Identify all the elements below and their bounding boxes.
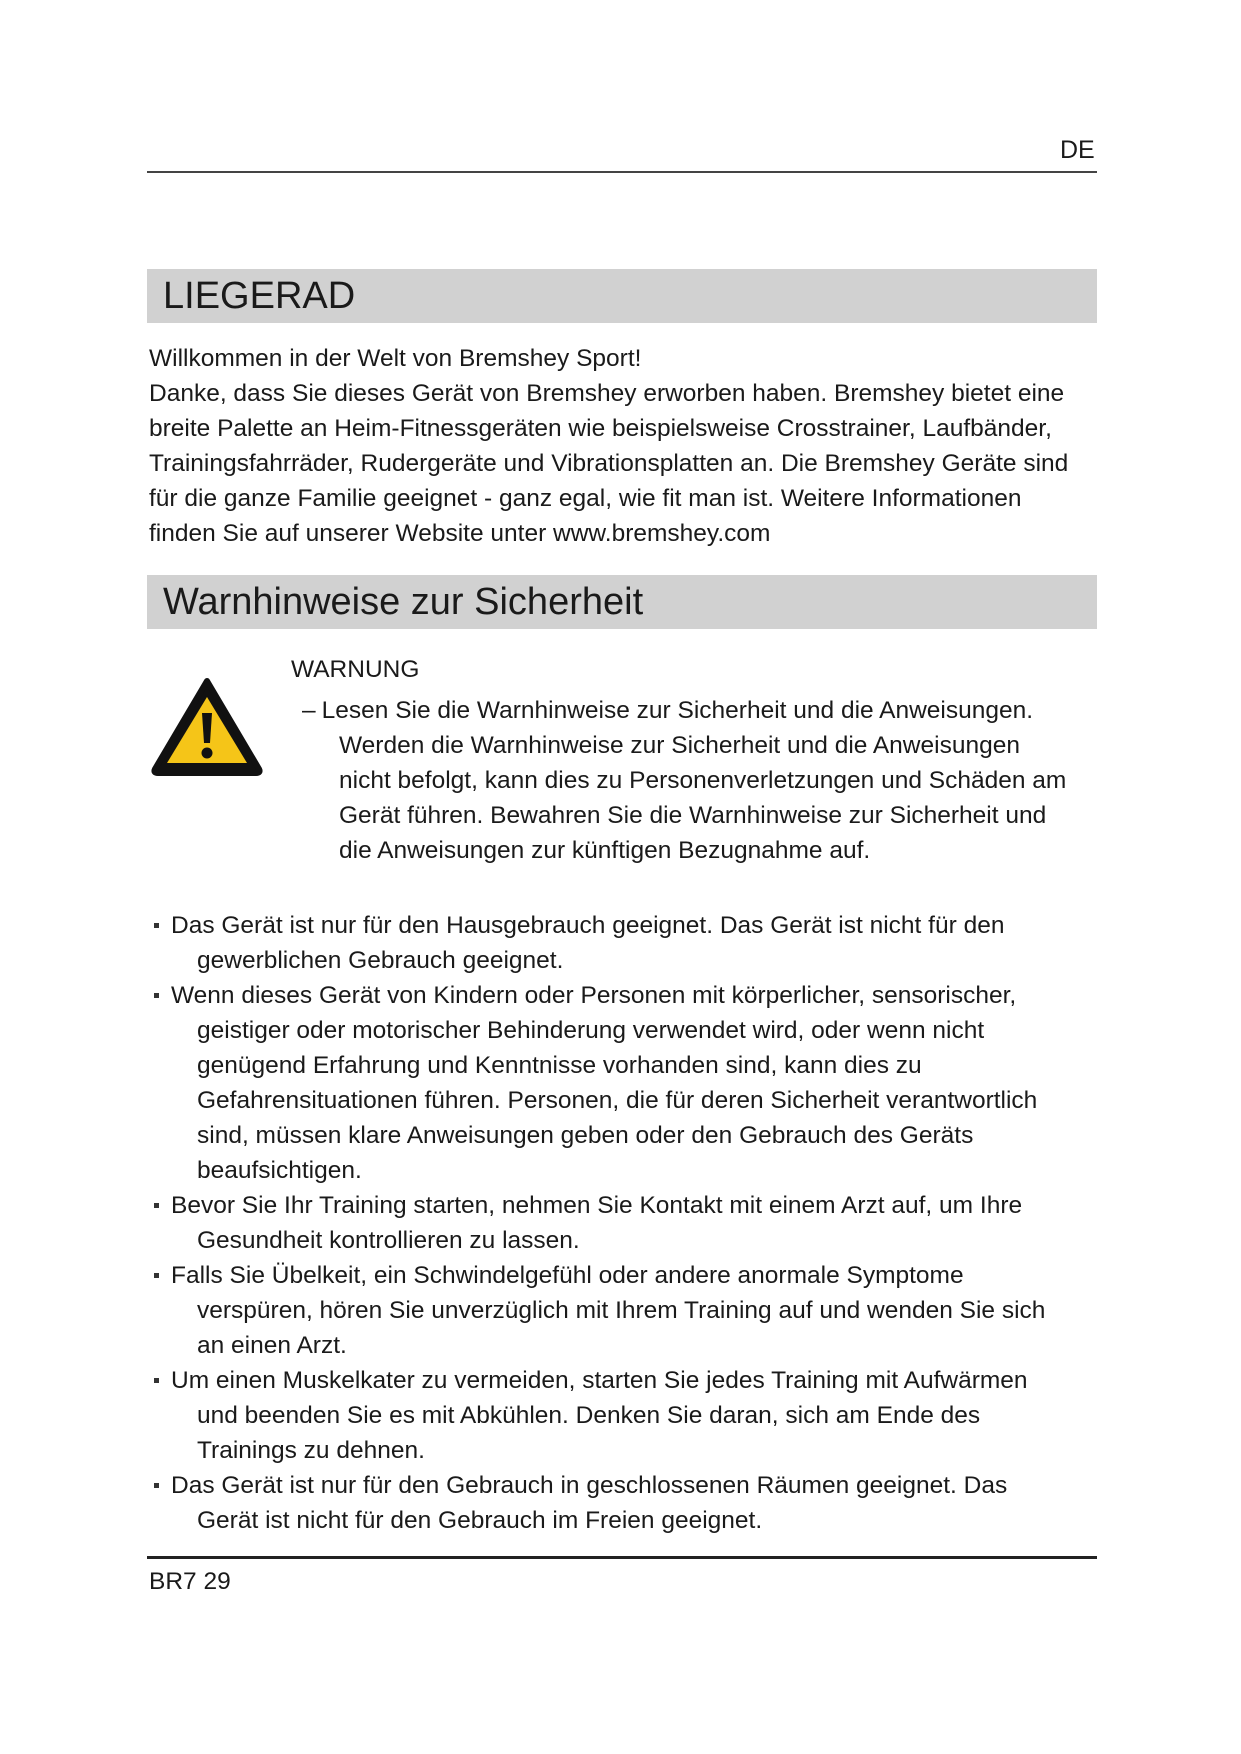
bullet-first-line: Falls Sie Übelkeit, ein Schwindelgefühl oder andere anormale Symptome (171, 1262, 964, 1289)
intro-line: breite Palette an Heim-Fitnessgeräten wie beispielsweise Crosstrainer, Laufbänder, (149, 415, 1052, 442)
bullet-first-line: Wenn dieses Gerät von Kindern oder Personen mit körperlicher, sensorischer, (171, 982, 1017, 1009)
warning-line: Lesen Sie die Warnhinweise zur Sicherheit und die Anweisungen. (321, 697, 1034, 724)
bullet-line: gewerblichen Gebrauch geeignet. (197, 947, 564, 974)
warning-dash: – (302, 697, 316, 724)
list-item (149, 1468, 1109, 1538)
language-code: DE (1060, 136, 1095, 164)
list-item (149, 908, 1109, 978)
warning-label: WARNUNG (291, 656, 420, 683)
bullet-square-icon (154, 1483, 159, 1488)
warning-line: die Anweisungen zur künftigen Bezugnahme auf. (339, 837, 871, 864)
bullet-line: Gerät ist nicht für den Gebrauch im Freien geeignet. (197, 1507, 763, 1534)
intro-line: für die ganze Familie geeignet - ganz egal, wie fit man ist. Weitere Informationen (149, 485, 1022, 512)
section-title-safety: Warnhinweise zur Sicherheit (147, 575, 1097, 629)
section-title-liegerad: LIEGERAD (147, 269, 1097, 323)
list-item (149, 1363, 1109, 1468)
bullet-first-line: Das Gerät ist nur für den Hausgebrauch geeignet. Das Gerät ist nicht für den (171, 912, 1005, 939)
list-item (149, 1188, 1109, 1258)
bullet-line: verspüren, hören Sie unverzüglich mit Ihrem Training auf und wenden Sie sich (197, 1297, 1046, 1324)
safety-bullet-list (149, 908, 1109, 1538)
bullet-line: sind, müssen klare Anweisungen geben oder den Gebrauch des Geräts (197, 1122, 974, 1149)
list-item (149, 978, 1109, 1188)
header-rule (147, 171, 1097, 173)
bullet-line: Gefahrensituationen führen. Personen, die für deren Sicherheit verantwortlich (197, 1087, 1038, 1114)
intro-line: Trainingsfahrräder, Rudergeräte und Vibrationsplatten an. Die Bremshey Geräte sind (149, 450, 1069, 477)
bullet-square-icon (154, 1203, 159, 1208)
bullet-line: und beenden Sie es mit Abkühlen. Denken Sie daran, sich am Ende des (197, 1402, 981, 1429)
warning-line: Gerät führen. Bewahren Sie die Warnhinweise zur Sicherheit und (339, 802, 1047, 829)
bullet-line: Gesundheit kontrollieren zu lassen. (197, 1227, 580, 1254)
bullet-line: beaufsichtigen. (197, 1157, 362, 1184)
bullet-square-icon (154, 1378, 159, 1383)
intro-line: Danke, dass Sie dieses Gerät von Bremshey erworben haben. Bremshey bietet eine (149, 380, 1065, 407)
bullet-first-line: Um einen Muskelkater zu vermeiden, starten Sie jedes Training mit Aufwärmen (171, 1367, 1028, 1394)
warning-line: nicht befolgt, kann dies zu Personenverletzungen und Schäden am (339, 767, 1067, 794)
bullet-line: geistiger oder motorischer Behinderung verwendet wird, oder wenn nicht (197, 1017, 985, 1044)
intro-line: finden Sie auf unserer Website unter www.bremshey.com (149, 520, 771, 547)
bullet-square-icon (154, 923, 159, 928)
footer-rule (147, 1556, 1097, 1559)
bullet-first-line: Das Gerät ist nur für den Gebrauch in geschlossenen Räumen geeignet. Das (171, 1472, 1008, 1499)
intro-text (149, 341, 1099, 551)
bullet-square-icon (154, 993, 159, 998)
bullet-line: genügend Erfahrung und Kenntnisse vorhanden sind, kann dies zu (197, 1052, 922, 1079)
page-number: BR7 29 (149, 1568, 231, 1595)
bullet-first-line: Bevor Sie Ihr Training starten, nehmen Sie Kontakt mit einem Arzt auf, um Ihre (171, 1192, 1023, 1219)
warning-line: Werden die Warnhinweise zur Sicherheit und die Anweisungen (339, 732, 1020, 759)
intro-line: Willkommen in der Welt von Bremshey Sport! (149, 345, 642, 372)
list-item (149, 1258, 1109, 1363)
bullet-square-icon (154, 1273, 159, 1278)
warning-text (302, 693, 1102, 868)
warning-triangle-icon (149, 675, 265, 777)
bullet-line: an einen Arzt. (197, 1332, 347, 1359)
warning-first-line (302, 693, 1102, 728)
bullet-line: Trainings zu dehnen. (197, 1437, 425, 1464)
